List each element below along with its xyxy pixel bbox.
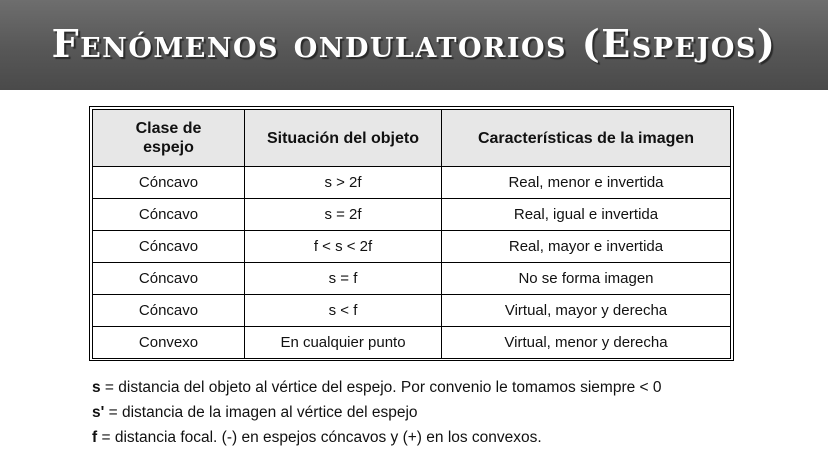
cell-caracteristicas: Real, igual e invertida [442, 199, 731, 231]
note-term: f [92, 429, 98, 446]
cell-clase: Cóncavo [93, 199, 245, 231]
cell-situacion: s = f [245, 263, 442, 295]
table-row [93, 295, 731, 327]
note-s-prime [92, 400, 812, 425]
cell-caracteristicas: Virtual, mayor y derecha [442, 295, 731, 327]
cell-caracteristicas: No se forma imagen [442, 263, 731, 295]
cell-clase: Convexo [93, 327, 245, 359]
cell-clase: Cóncavo [93, 263, 245, 295]
table-header-row [93, 110, 731, 167]
header-clase-line2: espejo [143, 139, 194, 156]
note-term: s' [92, 404, 105, 421]
cell-situacion: s > 2f [245, 167, 442, 199]
cell-caracteristicas: Virtual, menor y derecha [442, 327, 731, 359]
note-f [92, 425, 812, 450]
cell-caracteristicas: Real, menor e invertida [442, 167, 731, 199]
header-situacion-objeto: Situación del objeto [245, 110, 442, 167]
table-row [93, 167, 731, 199]
note-text: = distancia focal. (-) en espejos cóncavos y (+) en los convexos. [97, 429, 542, 446]
table-row [93, 231, 731, 263]
slide-title: Fenómenos ondulatorios (Espejos) [51, 21, 777, 66]
mirror-table-frame [89, 106, 734, 361]
table-row [93, 327, 731, 359]
header-clase-line1: Clase de [135, 120, 202, 137]
header-clase-espejo [93, 110, 245, 167]
cell-situacion: En cualquier punto [245, 327, 442, 359]
cell-situacion: s = 2f [245, 199, 442, 231]
legend-notes [92, 375, 812, 450]
note-term: s [92, 379, 101, 396]
table-row [93, 263, 731, 295]
cell-clase: Cóncavo [93, 231, 245, 263]
cell-clase: Cóncavo [93, 167, 245, 199]
note-text: = distancia del objeto al vértice del espejo. Por convenio le tomamos siempre < 0 [100, 379, 662, 396]
cell-situacion: s < f [245, 295, 442, 327]
note-text: = distancia de la imagen al vértice del espejo [104, 404, 418, 421]
cell-caracteristicas: Real, mayor e invertida [442, 231, 731, 263]
table-row [93, 199, 731, 231]
header-caracteristicas-imagen: Características de la imagen [442, 110, 731, 167]
cell-situacion: f < s < 2f [245, 231, 442, 263]
cell-clase: Cóncavo [93, 295, 245, 327]
mirror-table [92, 109, 731, 359]
note-s [92, 375, 812, 400]
